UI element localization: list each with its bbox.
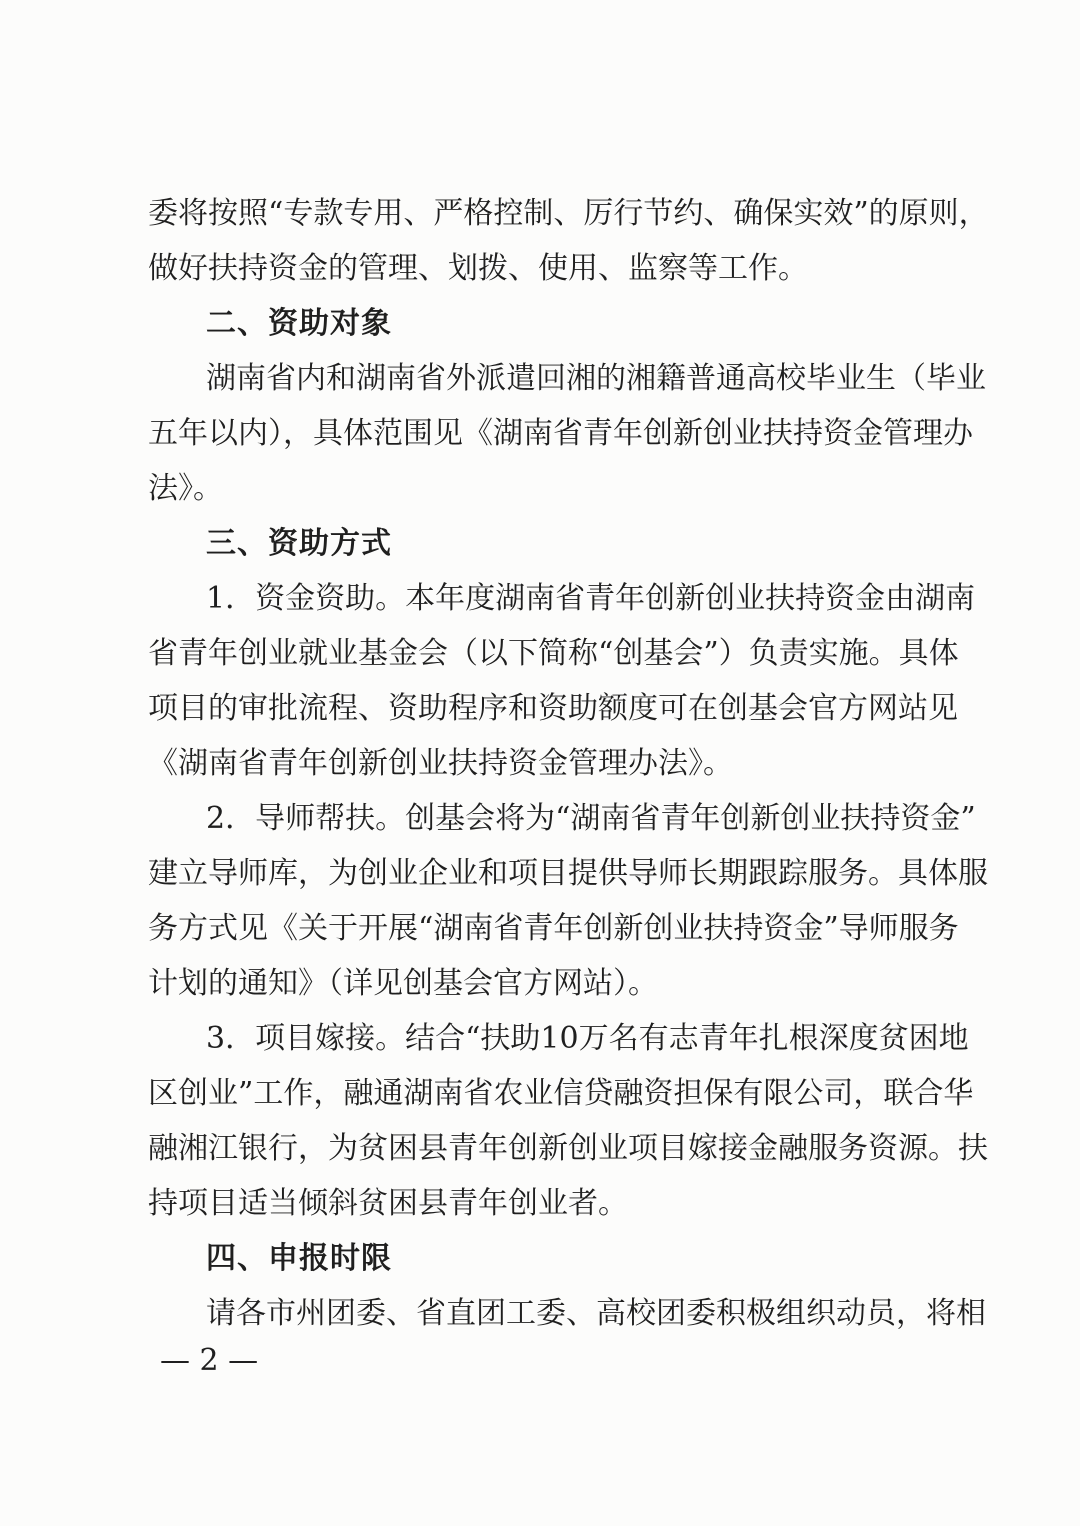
section-heading-deadline: 四、申报时限 (206, 1241, 392, 1276)
body-line: 3．项目嫁接。结合“扶助10万名有志青年扎根深度贫困地 (206, 1021, 969, 1056)
body-line: 委将按照“专款专用、严格控制、厉行节约、确保实效”的原则， (148, 196, 989, 231)
body-line: 做好扶持资金的管理、划拨、使用、监察等工作。 (148, 251, 808, 286)
body-line: 融湘江银行，为贫困县青年创新创业项目嫁接金融服务资源。扶 (148, 1131, 988, 1166)
body-line: 持项目适当倾斜贫困县青年创业者。 (148, 1186, 628, 1221)
page-number: — 2 — (160, 1343, 259, 1378)
section-heading-recipients: 二、资助对象 (206, 306, 392, 341)
body-line: 区创业”工作，融通湖南省农业信贷融资担保有限公司，联合华 (148, 1076, 974, 1111)
body-line: 请各市州团委、省直团工委、高校团委积极组织动员，将相 (206, 1296, 986, 1331)
body-line: 法》。 (148, 471, 223, 506)
body-line: 项目的审批流程、资助程序和资助额度可在创基会官方网站见 (148, 691, 958, 726)
section-heading-methods: 三、资助方式 (206, 526, 392, 561)
body-line: 务方式见《关于开展“湖南省青年创新创业扶持资金”导师服务 (148, 911, 959, 946)
body-line: 五年以内），具体范围见《湖南省青年创新创业扶持资金管理办 (148, 416, 973, 451)
body-line: 《湖南省青年创新创业扶持资金管理办法》。 (148, 746, 733, 781)
body-line: 计划的通知》（详见创基会官方网站）。 (148, 966, 658, 1001)
document-body (148, 186, 989, 1341)
body-line: 2．导师帮扶。创基会将为“湖南省青年创新创业扶持资金” (206, 801, 976, 836)
body-line: 建立导师库，为创业企业和项目提供导师长期跟踪服务。具体服 (148, 856, 988, 891)
body-line: 省青年创业就业基金会（以下简称“创基会”）负责实施。具体 (148, 636, 959, 671)
body-line: 湖南省内和湖南省外派遣回湘的湘籍普通高校毕业生（毕业 (206, 361, 986, 396)
body-line: 1．资金资助。本年度湖南省青年创新创业扶持资金由湖南 (206, 581, 976, 616)
